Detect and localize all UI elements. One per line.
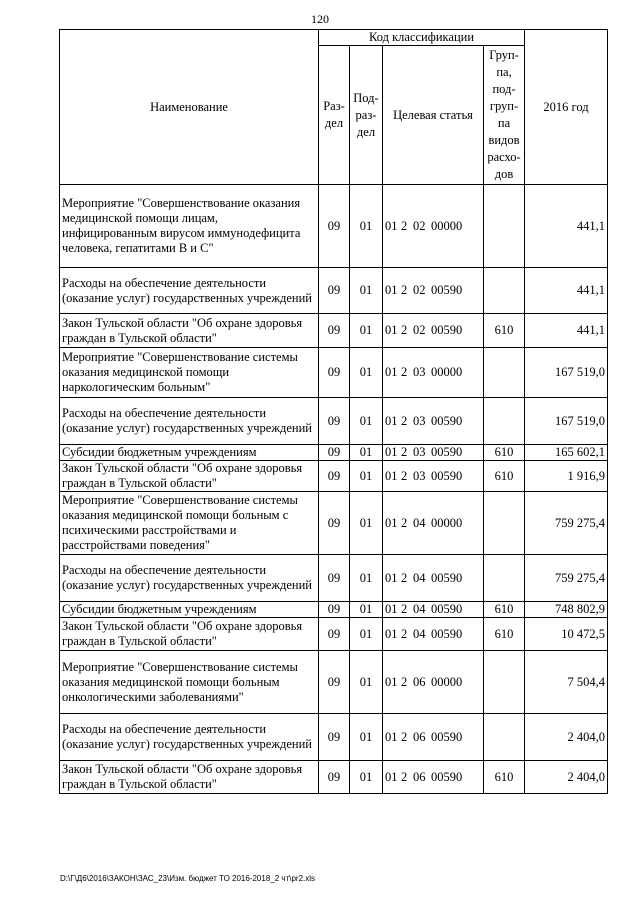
row-name: Закон Тульской области "Об охране здоровья граждан в Тульской области" [60,314,319,348]
stat-part-s2: 2 [401,769,408,784]
table-row [60,268,608,314]
row-gruppa: 610 [484,602,525,618]
table-row [60,348,608,398]
row-amount: 1 916,9 [525,461,608,492]
row-amount: 2 404,0 [525,761,608,794]
stat-part-s4: 00590 [431,729,463,744]
stat-part-s3: 02 [413,218,426,233]
row-stat [383,602,484,618]
stat-part-s3: 04 [413,626,426,641]
row-podrazdel: 01 [350,555,383,602]
table-row [60,492,608,555]
file-path-footer: D:\Г\Д6\2016\ЗАКОН\ЗАС_23\Изм. бюджет ТО 2016-2018_2 чт\pr2.xls [60,874,316,883]
row-podrazdel: 01 [350,714,383,761]
row-amount: 759 275,4 [525,492,608,555]
row-razdel: 09 [319,651,350,714]
row-stat [383,314,484,348]
row-razdel: 09 [319,492,350,555]
row-podrazdel: 01 [350,461,383,492]
row-name: Расходы на обеспечение деятельности (оказание услуг) государственных учреждений [60,398,319,445]
row-amount: 2 404,0 [525,714,608,761]
row-stat [383,714,484,761]
table-row [60,461,608,492]
row-name: Закон Тульской области "Об охране здоровья граждан в Тульской области" [60,618,319,651]
row-podrazdel: 01 [350,602,383,618]
row-name: Субсидии бюджетным учреждениям [60,445,319,461]
row-podrazdel: 01 [350,651,383,714]
stat-part-s2: 2 [401,626,408,641]
row-amount: 7 504,4 [525,651,608,714]
stat-part-s1: 01 [385,515,398,530]
row-gruppa: 610 [484,761,525,794]
row-name: Расходы на обеспечение деятельности (оказание услуг) государственных учреждений [60,555,319,602]
row-razdel: 09 [319,268,350,314]
row-stat [383,651,484,714]
row-razdel: 09 [319,348,350,398]
stat-part-s1: 01 [385,468,398,483]
row-podrazdel: 01 [350,618,383,651]
row-name: Расходы на обеспечение деятельности (оказание услуг) государственных учреждений [60,268,319,314]
header-stat: Целевая статья [383,46,484,185]
budget-table [59,29,608,794]
table-row [60,602,608,618]
row-razdel: 09 [319,461,350,492]
row-gruppa [484,555,525,602]
row-razdel: 09 [319,555,350,602]
row-name: Закон Тульской области "Об охране здоровья граждан в Тульской области" [60,761,319,794]
row-gruppa [484,348,525,398]
stat-part-s2: 2 [401,602,408,616]
stat-part-s1: 01 [385,445,398,459]
stat-part-s4: 00590 [431,602,463,616]
table-row [60,651,608,714]
row-name: Закон Тульской области "Об охране здоровья граждан в Тульской области" [60,461,319,492]
row-amount: 167 519,0 [525,348,608,398]
row-stat [383,398,484,445]
row-stat [383,445,484,461]
row-stat [383,348,484,398]
row-stat [383,555,484,602]
stat-part-s1: 01 [385,413,398,428]
row-podrazdel: 01 [350,445,383,461]
row-gruppa [484,185,525,268]
row-razdel: 09 [319,618,350,651]
stat-part-s1: 01 [385,365,398,379]
row-podrazdel: 01 [350,761,383,794]
row-podrazdel: 01 [350,492,383,555]
stat-part-s3: 03 [413,365,426,379]
row-name: Расходы на обеспечение деятельности (оказание услуг) государственных учреждений [60,714,319,761]
stat-part-s1: 01 [385,570,398,585]
row-amount: 441,1 [525,314,608,348]
stat-part-s2: 2 [401,674,408,689]
stat-part-s1: 01 [385,674,398,689]
row-razdel: 09 [319,602,350,618]
stat-part-s4: 00590 [431,323,463,337]
stat-part-s3: 03 [413,413,426,428]
page-number: 120 [311,12,329,26]
stat-part-s2: 2 [401,468,408,483]
stat-part-s2: 2 [401,323,408,337]
stat-part-s2: 2 [401,515,408,530]
row-gruppa [484,398,525,445]
row-podrazdel: 01 [350,268,383,314]
row-razdel: 09 [319,761,350,794]
row-podrazdel: 01 [350,398,383,445]
header-name: Наименование [60,30,319,185]
row-razdel: 09 [319,398,350,445]
stat-part-s3: 06 [413,769,426,784]
row-stat [383,618,484,651]
row-razdel: 09 [319,185,350,268]
stat-part-s4: 00590 [431,445,463,459]
stat-part-s4: 00590 [431,769,463,784]
stat-part-s3: 02 [413,323,426,337]
row-amount: 759 275,4 [525,555,608,602]
row-gruppa [484,651,525,714]
header-code: Код классификации [319,30,525,46]
row-amount: 441,1 [525,268,608,314]
stat-part-s4: 00590 [431,468,463,483]
row-gruppa: 610 [484,461,525,492]
stat-part-s4: 00000 [431,674,463,689]
row-stat [383,492,484,555]
stat-part-s2: 2 [401,729,408,744]
stat-part-s3: 04 [413,515,426,530]
table-row [60,398,608,445]
header-podrazdel: Под- раз- дел [350,46,383,185]
row-name: Мероприятие "Совершенствование системы оказания медицинской помощи больным с психическими расстройствами и расстройствами поведения" [60,492,319,555]
stat-part-s1: 01 [385,626,398,641]
stat-part-s4: 00590 [431,626,463,641]
stat-part-s1: 01 [385,283,398,297]
header-gruppa: Груп- па, под- груп- па видов расхо- дов [484,46,525,185]
row-podrazdel: 01 [350,185,383,268]
stat-part-s4: 00590 [431,570,463,585]
table-row [60,314,608,348]
row-razdel: 09 [319,714,350,761]
row-amount: 748 802,9 [525,602,608,618]
table-row [60,555,608,602]
header-razdel: Раз- дел [319,46,350,185]
stat-part-s2: 2 [401,365,408,379]
stat-part-s1: 01 [385,323,398,337]
stat-part-s2: 2 [401,445,408,459]
stat-part-s2: 2 [401,413,408,428]
row-name: Мероприятие "Совершенствование системы оказания медицинской помощи наркологическим больным" [60,348,319,398]
row-stat [383,461,484,492]
stat-part-s3: 06 [413,674,426,689]
row-stat [383,761,484,794]
row-gruppa [484,714,525,761]
row-podrazdel: 01 [350,348,383,398]
row-name: Мероприятие "Совершенствование оказания медицинской помощи лицам, инфицированным вирусом иммунодефицита человека, гепатитами В и С" [60,185,319,268]
row-amount: 441,1 [525,185,608,268]
row-name: Мероприятие "Совершенствование системы оказания медицинской помощи больным онкологическими заболеваниями" [60,651,319,714]
header-year: 2016 год [525,30,608,185]
row-amount: 10 472,5 [525,618,608,651]
stat-part-s3: 04 [413,602,426,616]
row-amount: 165 602,1 [525,445,608,461]
stat-part-s4: 00590 [431,283,463,297]
stat-part-s1: 01 [385,602,398,616]
stat-part-s3: 02 [413,283,426,297]
row-gruppa [484,268,525,314]
stat-part-s4: 00000 [431,218,463,233]
row-razdel: 09 [319,314,350,348]
table-row [60,445,608,461]
stat-part-s2: 2 [401,283,408,297]
stat-part-s3: 06 [413,729,426,744]
stat-part-s4: 00000 [431,365,463,379]
row-gruppa [484,492,525,555]
row-name: Субсидии бюджетным учреждениям [60,602,319,618]
table-row [60,618,608,651]
row-podrazdel: 01 [350,314,383,348]
stat-part-s3: 03 [413,468,426,483]
stat-part-s3: 04 [413,570,426,585]
row-gruppa: 610 [484,445,525,461]
table-row [60,714,608,761]
stat-part-s4: 00590 [431,413,463,428]
stat-part-s2: 2 [401,570,408,585]
stat-part-s1: 01 [385,729,398,744]
stat-part-s2: 2 [401,218,408,233]
stat-part-s1: 01 [385,769,398,784]
stat-part-s1: 01 [385,218,398,233]
row-amount: 167 519,0 [525,398,608,445]
row-stat [383,185,484,268]
table-row [60,761,608,794]
stat-part-s4: 00000 [431,515,463,530]
row-stat [383,268,484,314]
stat-part-s3: 03 [413,445,426,459]
table-row [60,185,608,268]
row-gruppa: 610 [484,618,525,651]
row-razdel: 09 [319,445,350,461]
row-gruppa: 610 [484,314,525,348]
